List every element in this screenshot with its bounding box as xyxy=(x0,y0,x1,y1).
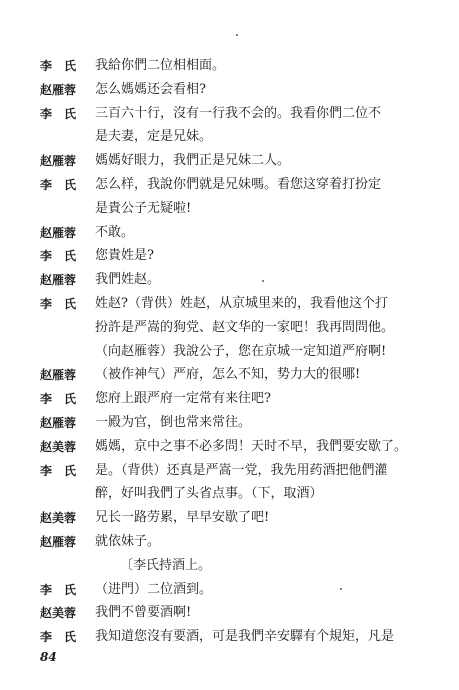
dialogue-text: 您府上跟严府一定常有来往吧? xyxy=(95,391,271,407)
dialogue-text: 姓赵?（背供）姓赵，从京城里来的，我看他这个打 xyxy=(95,296,388,311)
dialogue-text: 我給你們二位相相面。 xyxy=(95,58,226,73)
dialogue-text: 怎么样，我說你們就是兄妹嗎。看您这穿着打扮定 xyxy=(95,177,382,192)
speaker-name: 赵雁蓉 xyxy=(40,416,77,430)
dialogue-line xyxy=(0,580,459,600)
speaker-name: 赵雁蓉 xyxy=(40,273,77,288)
dialogue-line xyxy=(0,223,459,243)
dialogue-line xyxy=(0,342,459,362)
dialogue-line xyxy=(0,56,459,76)
speaker-name: 李 氏 xyxy=(40,249,77,264)
speaker-name: 赵美蓉 xyxy=(40,439,77,454)
dialogue-line xyxy=(0,80,459,100)
dialogue-text: 我們姓赵。 xyxy=(95,272,161,288)
stage-direction: 〔李氏持酒上。 xyxy=(120,557,212,573)
speaker-name: 李 氏 xyxy=(40,463,77,478)
dialogue-text: 是貴公子无疑啦! xyxy=(95,200,192,216)
speaker-name: 李 氏 xyxy=(40,392,77,407)
dialogue-text: 怎么媽媽还会看相? xyxy=(95,81,206,97)
dialogue-line xyxy=(0,484,459,504)
dialogue-text: 我們不曾要酒啊! xyxy=(95,605,192,621)
dialogue-line xyxy=(0,294,459,314)
dialogue-line xyxy=(0,627,459,647)
dialogue-text: 不敢。 xyxy=(95,224,135,240)
dialogue-line xyxy=(0,318,459,338)
dialogue-text: 我知道您沒有要酒，可是我們辛安驛有个規矩，凡是 xyxy=(95,629,395,645)
dialogue-text: 是夫妻，定是兄妹。 xyxy=(95,129,213,145)
scan-speck xyxy=(236,34,238,36)
speaker-name: 李 氏 xyxy=(40,178,77,192)
dialogue-line xyxy=(0,461,459,481)
dialogue-line xyxy=(0,532,459,552)
speaker-name: 李 氏 xyxy=(40,59,77,73)
dialogue-line xyxy=(0,365,459,385)
dialogue-text: 媽媽好眼力，我們正是兄妹二人。 xyxy=(95,153,291,169)
dialogue-line xyxy=(0,151,459,171)
dialogue-line xyxy=(0,508,459,528)
speaker-name: 李 氏 xyxy=(40,630,77,645)
dialogue-text: 是。（背供）还真是严嵩一党，我先用药酒把他們灌 xyxy=(95,462,388,478)
dialogue-line xyxy=(0,389,459,409)
speaker-name: 赵雁蓉 xyxy=(40,82,77,97)
speaker-name: 李 氏 xyxy=(40,297,77,311)
page-number: 84 xyxy=(40,650,57,664)
dialogue-text: （向赵雁蓉）我說公子，您在京城一定知道严府啊! xyxy=(95,343,387,359)
dialogue-text: 醉，好叫我們了头省点事。（下，取酒） xyxy=(95,486,323,502)
dialogue-text: 媽媽，京中之事不必多問！天时不早，我們要安歇了。 xyxy=(95,438,408,454)
dialogue-text: 您貴姓是? xyxy=(95,248,154,264)
dialogue-text: 兄长一路劳累，早早安歇了吧! xyxy=(95,510,270,526)
speaker-name: 赵雁蓉 xyxy=(40,154,77,169)
dialogue-text: 扮許是严嵩的狗党、赵文华的一家吧！我再問問他。 xyxy=(95,319,395,335)
dialogue-text: 就依妹子。 xyxy=(95,534,161,549)
speaker-name: 赵美蓉 xyxy=(40,606,77,621)
dialogue-line xyxy=(0,127,459,147)
dialogue-line xyxy=(0,104,459,124)
speaker-name: 赵美蓉 xyxy=(40,511,77,526)
dialogue-line xyxy=(0,199,459,219)
dialogue-line xyxy=(0,437,459,457)
speaker-name: 赵雁蓉 xyxy=(40,368,77,383)
dialogue-line xyxy=(0,270,459,290)
dialogue-text: （进門）二位酒到。 xyxy=(95,581,213,597)
dialogue-line xyxy=(0,556,459,576)
dialogue-line xyxy=(0,175,459,195)
speaker-name: 李 氏 xyxy=(40,582,77,597)
dialogue-text: （被作神气）严府，怎么不知，势力大的很哪! xyxy=(95,367,361,383)
speaker-name: 李 氏 xyxy=(40,106,77,121)
dialogue-line xyxy=(0,603,459,623)
speaker-name: 赵雁蓉 xyxy=(40,535,77,549)
dialogue-text: 一殿为官，倒也常来常往。 xyxy=(95,415,252,430)
dialogue-line xyxy=(0,246,459,266)
speaker-name: 赵雁蓉 xyxy=(40,225,77,240)
dialogue-text: 三百六十行，沒有一行我不会的。我看你們二位不 xyxy=(95,105,382,121)
dialogue-line xyxy=(0,413,459,433)
